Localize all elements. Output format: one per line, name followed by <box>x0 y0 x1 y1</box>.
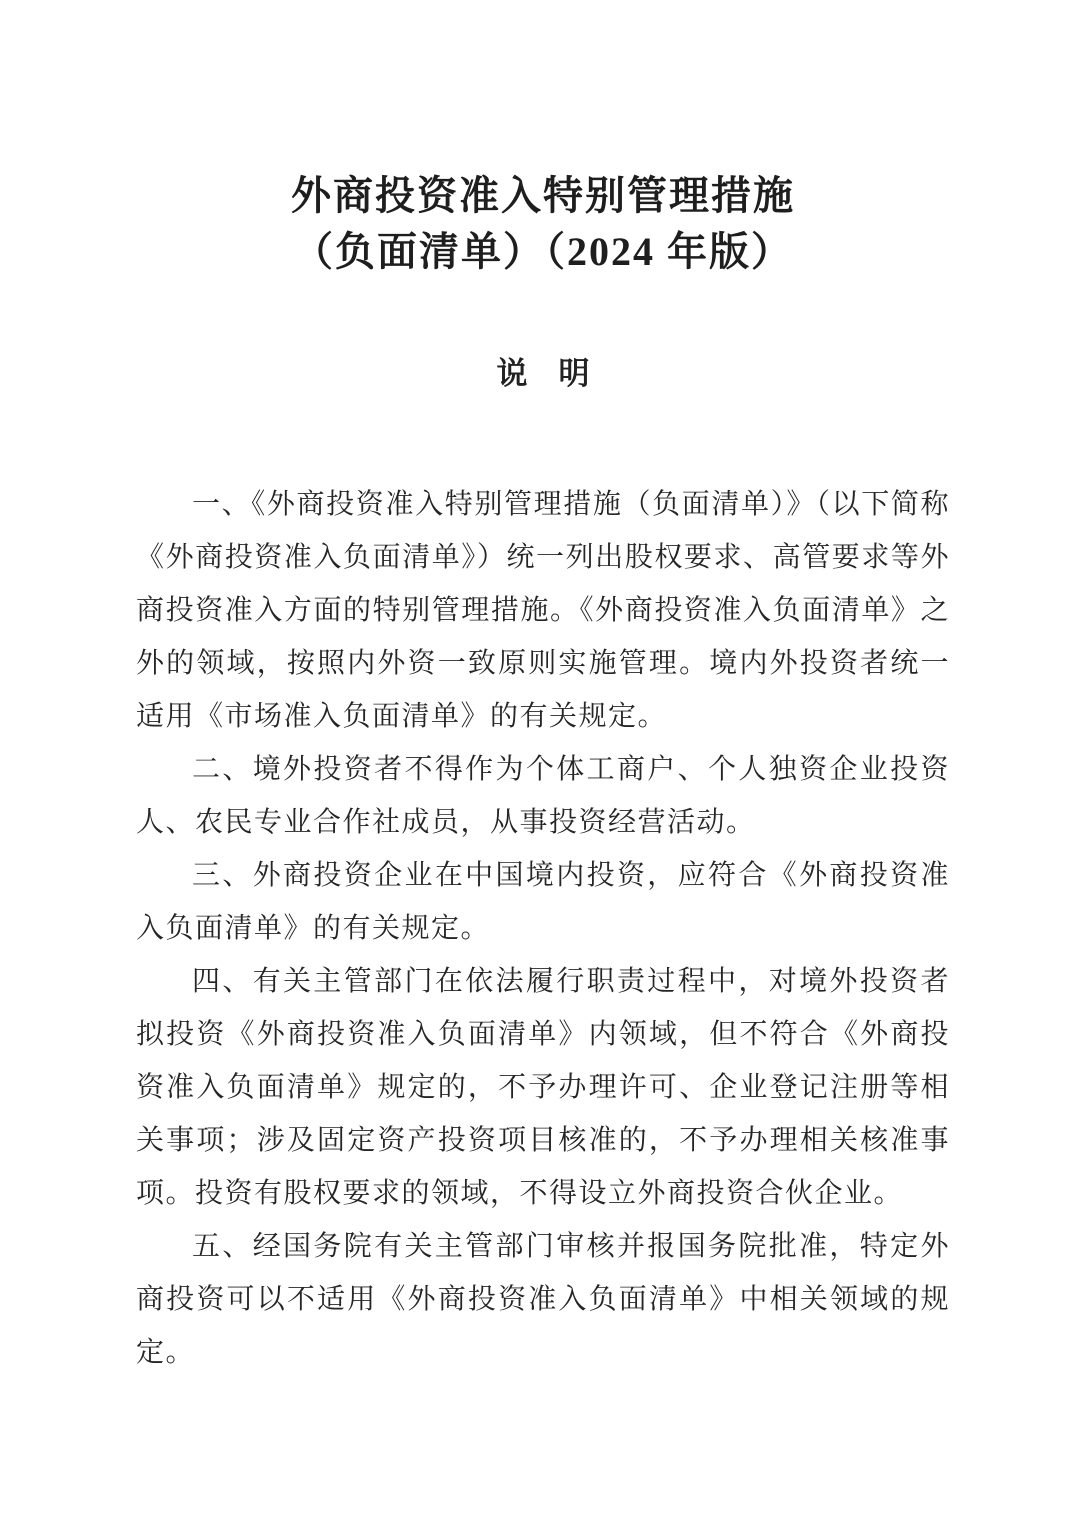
paragraph-5: 五、经国务院有关主管部门审核并报国务院批准，特定外商投资可以不适用《外商投资准入负面清单》中相关领域的规定。 <box>136 1231 950 1368</box>
section-heading: 说 明 <box>496 356 590 391</box>
paragraph-4: 四、有关主管部门在依法履行职责过程中，对境外投资者拟投资《外商投资准入负面清单》内领域，但不符合《外商投资准入负面清单》规定的，不予办理许可、企业登记注册等相关事项；涉及固定资产投资项目核准的，不予办理相关核准事项。投资有股权要求的领域，不得设立外商投资合伙企业。 <box>136 966 950 1209</box>
paragraph-2: 二、境外投资者不得作为个体工商户、个人独资企业投资人、农民专业合作社成员，从事投资经营活动。 <box>136 754 950 838</box>
document-body <box>136 478 950 1379</box>
document-title <box>136 168 950 280</box>
document-title-line-2: （负面清单）（2024 年版） <box>293 229 793 274</box>
paragraph-1: 一、《外商投资准入特别管理措施（负面清单）》（以下简称《外商投资准入负面清单》）统一列出股权要求、高管要求等外商投资准入方面的特别管理措施。《外商投资准入负面清单》之外的领域，按照内外资一致原则实施管理。境内外投资者统一适用《市场准入负面清单》的有关规定。 <box>136 489 950 732</box>
paragraph-3: 三、外商投资企业在中国境内投资，应符合《外商投资准入负面清单》的有关规定。 <box>136 860 950 944</box>
document-title-line-1: 外商投资准入特别管理措施 <box>291 173 795 218</box>
